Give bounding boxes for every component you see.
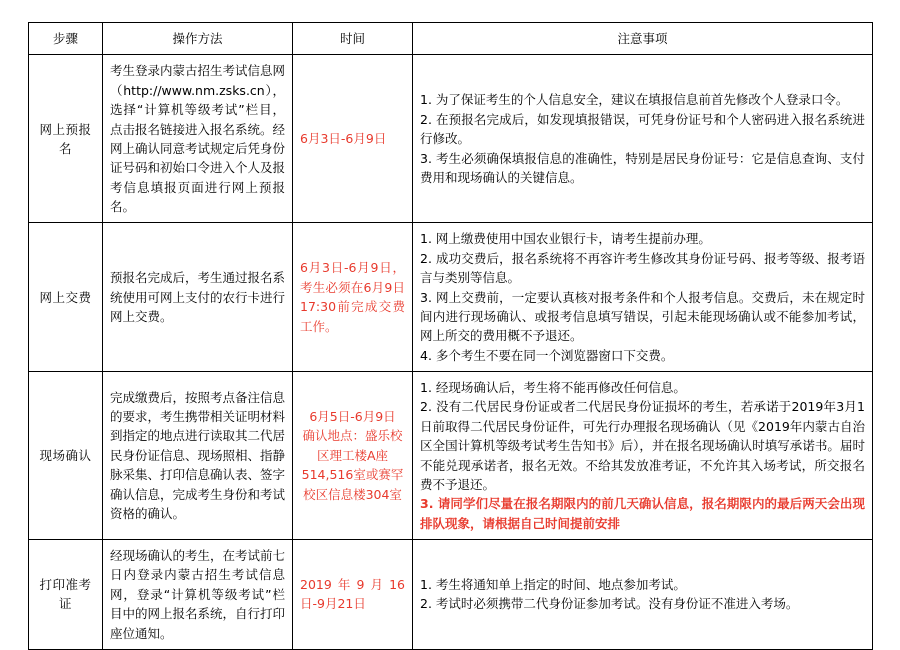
note-line: 1. 网上缴费使用中国农业银行卡，请考生提前办理。 bbox=[420, 231, 711, 247]
table-body bbox=[29, 55, 873, 650]
cell-method: 预报名完成后，考生通过报名系统使用可网上支付的农行卡进行网上交费。 bbox=[103, 223, 293, 372]
cell-step: 网上交费 bbox=[29, 223, 103, 372]
table-row bbox=[29, 372, 873, 540]
table-row bbox=[29, 223, 873, 372]
cell-step: 网上预报名 bbox=[29, 55, 103, 223]
cell-notes bbox=[413, 540, 873, 650]
table-row bbox=[29, 540, 873, 650]
note-line: 3. 考生必须确保填报信息的准确性，特别是居民身份证号：它是信息查询、支付费用和现场确认的关键信息。 bbox=[420, 150, 865, 185]
time-line: 6月3日-6月9日 bbox=[300, 131, 387, 147]
time-line: 2019年9月16日-9月21日 bbox=[300, 577, 405, 612]
note-line: 1. 为了保证考生的个人信息安全，建议在填报信息前首先修改个人登录口令。 bbox=[420, 92, 849, 108]
note-line-highlighted: 3. 请同学们尽量在报名期限内的前几天确认信息，报名期限内的最后两天会出现排队现象，请根据自己时间提前安排 bbox=[420, 496, 865, 531]
time-line: 确认地点：盛乐校区理工楼A座514,516室或赛罕校区信息楼304室 bbox=[301, 428, 404, 502]
column-header-notes: 注意事项 bbox=[413, 23, 873, 55]
cell-time bbox=[293, 372, 413, 540]
cell-notes bbox=[413, 55, 873, 223]
note-line: 4. 多个考生不要在同一个浏览器窗口下交费。 bbox=[420, 347, 674, 363]
note-line: 3. 网上交费前，一定要认真核对报考条件和个人报考信息。交费后，未在规定时间内进行现场确认、或报考信息填写错误，引起未能现场确认或不能参加考试，网上所交的费用概不予退还。 bbox=[420, 289, 865, 344]
note-line: 2. 考试时必须携带二代身份证参加考试。没有身份证不准进入考场。 bbox=[420, 596, 799, 612]
cell-method: 经现场确认的考生，在考试前七日内登录内蒙古招生考试信息网，登录“计算机等级考试”栏目中的网上报名系统，自行打印座位通知。 bbox=[103, 540, 293, 650]
cell-time bbox=[293, 540, 413, 650]
note-line: 2. 没有二代居民身份证或者二代居民身份证损坏的考生，若承诺于2019年3月1日前取得二代居民身份证件，可先行办理报名现场确认（见《2019年内蒙古自治区全国计算机等级考试考生告知书》后），并在报名现场确认时填写承诺书。届时不能兑现承诺者，报名无效。不给其发放准考证，不允许其入场考试，所交报名费不予退还。 bbox=[420, 399, 865, 492]
cell-time bbox=[293, 55, 413, 223]
time-line: 6月5日-6月9日 bbox=[309, 409, 396, 425]
cell-method: 考生登录内蒙古招生考试信息网（http://www.nm.zsks.cn），选择“计算机等级考试”栏目，点击报名链接进入报名系统。经网上确认同意考试规定后凭身份证号码和初始口令进入个人及报考信息填报页面进行网上预报名。 bbox=[103, 55, 293, 223]
cell-step: 打印准考证 bbox=[29, 540, 103, 650]
table-header bbox=[29, 23, 873, 55]
cell-notes bbox=[413, 223, 873, 372]
cell-time bbox=[293, 223, 413, 372]
note-line: 1. 考生将通知单上指定的时间、地点参加考试。 bbox=[420, 577, 686, 593]
cell-notes bbox=[413, 372, 873, 540]
column-header-time: 时间 bbox=[293, 23, 413, 55]
note-line: 2. 在预报名完成后，如发现填报错误，可凭身份证号和个人密码进入报名系统进行修改。 bbox=[420, 111, 865, 147]
note-line: 1. 经现场确认后，考生将不能再修改任何信息。 bbox=[420, 380, 686, 395]
table-row bbox=[29, 55, 873, 223]
time-line: 6月3日-6月9日，考生必须在6月9日17:30前完成交费工作。 bbox=[300, 260, 405, 334]
column-header-step: 步骤 bbox=[29, 23, 103, 55]
note-line: 2. 成功交费后，报名系统将不再容许考生修改其身份证号码、报考等级、报考语言与类别等信息。 bbox=[420, 250, 865, 286]
exam-schedule-table bbox=[28, 22, 873, 650]
cell-method: 完成缴费后，按照考点备注信息的要求，考生携带相关证明材料到指定的地点进行读取其二代居民身份证信息、现场照相、指静脉采集、打印信息确认表、签字确认信息，完成考生身份和考试资格的确认。 bbox=[103, 372, 293, 540]
table-header-row bbox=[29, 23, 873, 55]
cell-step: 现场确认 bbox=[29, 372, 103, 540]
column-header-method: 操作方法 bbox=[103, 23, 293, 55]
